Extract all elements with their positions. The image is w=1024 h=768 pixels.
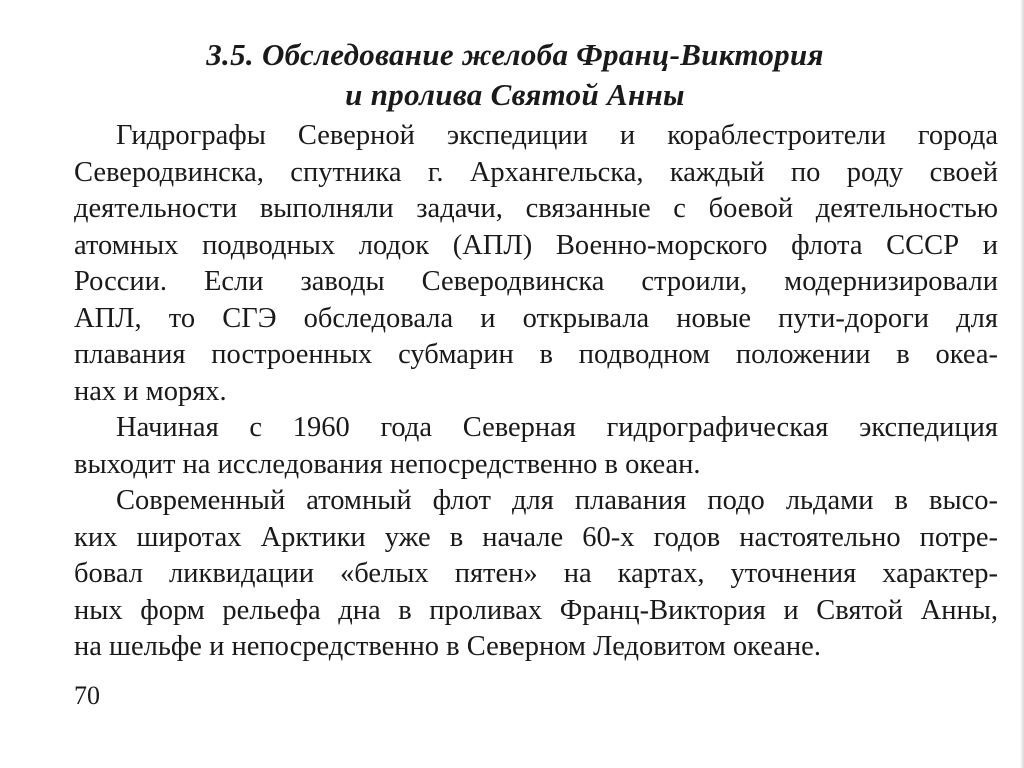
text-line: выходит на исследования непосредственно в океан. — [74, 448, 701, 480]
text-line: АПЛ, то СГЭ обследовала и открывала новые пути-дороги для — [74, 302, 998, 334]
section-heading-line-1: 3.5. Обследование желоба Франц-Виктория — [206, 36, 824, 72]
text-line: России. Если заводы Северодвинска строили, модернизировали — [74, 266, 998, 297]
text-line: Гидрографы Северной экспедиции и кораблестроители города — [116, 120, 998, 151]
section-heading-line-2: и пролива Святой Анны — [345, 76, 685, 112]
section-heading — [70, 35, 960, 115]
text-line: бовал ликвидации «белых пятен» на картах, уточнения характер- — [74, 558, 998, 589]
body-text — [74, 118, 998, 666]
paragraph-1 — [74, 118, 998, 410]
paragraph-2 — [74, 410, 998, 483]
text-line: ных форм рельефа дна в проливах Франц-Виктория и Святой Анны, — [74, 594, 998, 626]
text-line: деятельности выполняли задачи, связанные с боевой деятельностью — [74, 193, 998, 224]
text-line: атомных подводных лодок (АПЛ) Военно-морского флота СССР и — [74, 229, 998, 261]
text-line: на шельфе и непосредственно в Северном Ледовитом океане. — [74, 631, 821, 662]
text-line: Северодвинска, спутника г. Архангельска, каждый по роду своей — [74, 156, 998, 188]
page-number: 70 — [74, 681, 100, 710]
text-line: плавания построенных субмарин в подводном положении в океа- — [74, 339, 998, 370]
text-line: ких широтах Арктики уже в начале 60-х годов настоятельно потре- — [74, 521, 998, 553]
paragraph-3 — [74, 483, 998, 666]
text-line: Современный атомный флот для плавания подо льдами в высо- — [116, 485, 998, 516]
text-line: нах и морях. — [74, 375, 227, 407]
text-line: Начиная с 1960 года Северная гидрографическая экспедиция — [116, 412, 998, 443]
page-edge-shadow — [1020, 0, 1024, 768]
